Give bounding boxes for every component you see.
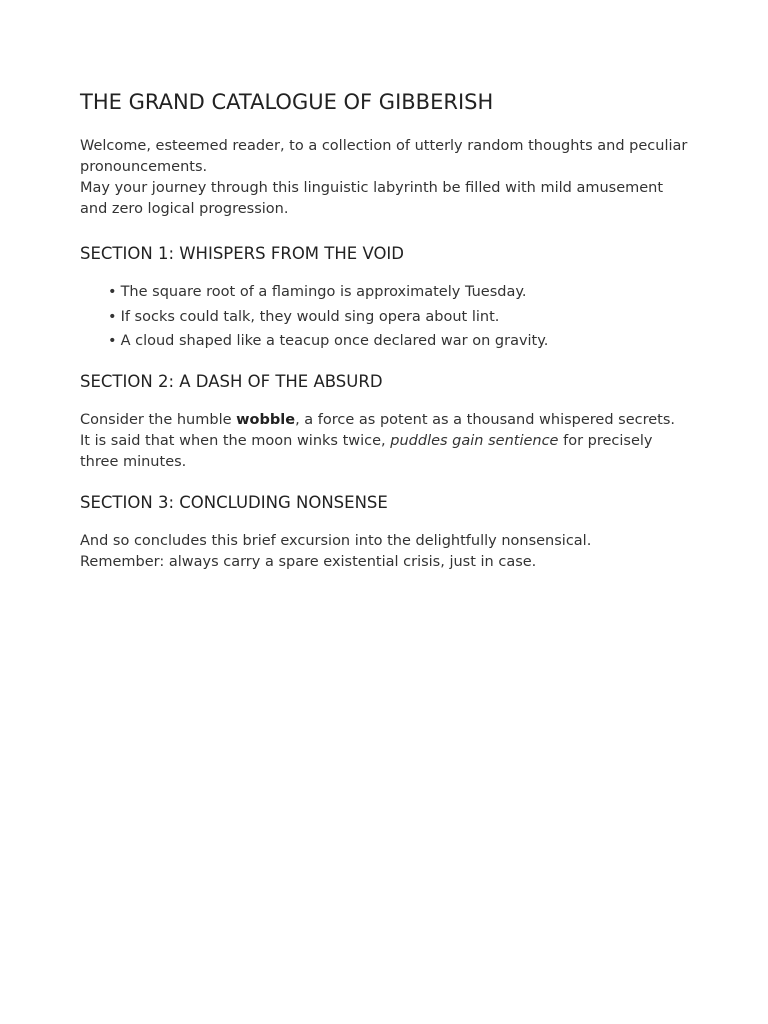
section-2-text: , a force as potent as a thousand whispered secrets.: [295, 412, 676, 428]
section-2-text: for precisely three minutes.: [80, 433, 653, 470]
document-title: THE GRAND CATALOGUE OF GIBBERISH: [80, 90, 494, 114]
section-2-text: It is said that when the moon winks twice,: [80, 433, 391, 449]
intro-paragraph: [80, 136, 688, 220]
list-item: [108, 331, 688, 352]
section-3-heading: SECTION 3: CONCLUDING NONSENSE: [80, 493, 388, 512]
section-3-line-1: And so concludes this brief excursion into the delightfully nonsensical.: [80, 533, 592, 549]
list-item-text: If socks could talk, they would sing opera about lint.: [120, 308, 500, 325]
bullet-icon: •: [108, 308, 117, 325]
section-1-heading: SECTION 1: WHISPERS FROM THE VOID: [80, 244, 404, 263]
section-2-text: Consider the humble: [80, 412, 237, 428]
section-2-line-1: [80, 410, 688, 431]
section-3-paragraph: [80, 531, 688, 573]
list-item: [108, 307, 688, 328]
intro-line-1: Welcome, esteemed reader, to a collection of utterly random thoughts and peculiar pronouncements.: [80, 138, 688, 175]
bullet-icon: •: [108, 284, 117, 300]
list-item: [108, 282, 688, 303]
list-item-text: A cloud shaped like a teacup once declared war on gravity.: [120, 333, 549, 349]
intro-line-2: May your journey through this linguistic labyrinth be filled with mild amusement and zero logical progression.: [80, 180, 664, 217]
section-2-heading: SECTION 2: A DASH OF THE ABSURD: [80, 372, 383, 391]
section-2-paragraph: [80, 410, 688, 473]
list-item-text: The square root of a flamingo is approximately Tuesday.: [120, 284, 527, 300]
section-2-line-2: [80, 431, 688, 473]
bullet-icon: •: [108, 333, 117, 349]
section-3-line-2: Remember: always carry a spare existential crisis, just in case.: [80, 554, 537, 570]
section-1-list: [80, 282, 688, 352]
emphasis-bold: wobble: [236, 412, 296, 428]
emphasis-italic: puddles gain sentience: [390, 433, 559, 449]
